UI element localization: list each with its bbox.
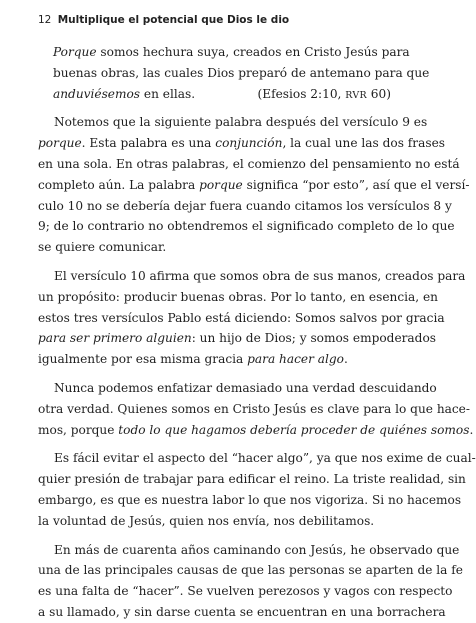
- text: RVR: [345, 89, 367, 101]
- text: en ellas.: [140, 86, 196, 101]
- text: .: [343, 352, 348, 367]
- paragraph: [38, 112, 470, 258]
- paragraph-line: [38, 175, 470, 196]
- emphasis: anduviésemos: [53, 86, 141, 101]
- emphasis: para ser primero alguien: [38, 331, 192, 346]
- paragraph-line: estos tres versículos Pablo está diciendo: Somos salvos por gracia: [38, 310, 445, 325]
- paragraph-line: otra verdad. Quienes somos en Cristo Jesús es clave para lo que hace-: [38, 401, 470, 416]
- text: . Esta palabra es una: [81, 136, 216, 151]
- paragraph-line: [38, 328, 436, 349]
- paragraph-line: [38, 420, 474, 441]
- text: significa “por esto”, así que el versí-: [242, 177, 470, 192]
- paragraph-line: [38, 133, 445, 154]
- emphasis: porque: [38, 136, 82, 151]
- text: , la cual une las dos frases: [282, 136, 445, 151]
- paragraph-line: a su llamado, y sin darse cuenta se encuentran en una borrachera: [38, 604, 446, 619]
- paragraph-line: quier presión de trabajar para edificar el reino. La triste realidad, sin: [38, 472, 466, 487]
- paragraph-line: en una sola. En otras palabras, el comienzo del pensamiento no está: [38, 156, 460, 171]
- emphasis: conjunción: [215, 136, 283, 151]
- emphasis: todo lo que hagamos debería proceder de quiénes somos: [118, 422, 470, 437]
- quote-text: [53, 84, 195, 105]
- paragraph: [38, 540, 463, 623]
- emphasis: porque: [199, 177, 243, 192]
- text: .: [469, 422, 474, 437]
- page-number: 12: [38, 14, 52, 26]
- quote-line: [38, 42, 410, 63]
- paragraph-line: una de las principales causas de que las personas se aparten de la fe: [38, 563, 463, 578]
- quote-line: buenas obras, las cuales Dios preparó de antemano para que: [53, 65, 430, 80]
- paragraph-line: El versículo 10 afirma que somos obra de sus manos, creados para: [54, 268, 466, 283]
- text: igualmente por esa misma gracia: [38, 352, 248, 367]
- emphasis: para hacer algo: [247, 352, 344, 367]
- text: (Efesios 2:10,: [257, 86, 346, 101]
- running-header: [38, 14, 289, 30]
- scripture-quote: [38, 42, 430, 104]
- text: mos, porque: [38, 422, 119, 437]
- paragraph-line: Notemos que la siguiente palabra después del versículo 9 es: [54, 115, 428, 130]
- text: 60): [366, 86, 391, 101]
- paragraph-line: embargo, es que es nuestra labor lo que nos vigoriza. Si no hacemos: [38, 492, 462, 507]
- scripture-reference: [258, 84, 392, 105]
- paragraph-line: Nunca podemos enfatizar demasiado una verdad descuidando: [54, 380, 437, 395]
- paragraph-line: se quiere comunicar.: [38, 240, 167, 255]
- text: completo aún. La palabra: [38, 177, 200, 192]
- paragraph-line: es una falta de “hacer”. Se vuelven perezosos y vagos con respecto: [38, 584, 453, 599]
- quote-line: [38, 84, 391, 105]
- page-body: [38, 42, 476, 623]
- paragraph-line: un propósito: producir buenas obras. Por lo tanto, en esencia, en: [38, 289, 438, 304]
- paragraph-line: culo 10 no se debería dejar fuera cuando citamos los versículos 8 y: [38, 198, 452, 213]
- paragraph-line: Es fácil evitar el aspecto del “hacer algo”, ya que nos exime de cual-: [54, 451, 476, 466]
- text: somos hechura suya, creados en Cristo Jesús para: [96, 45, 410, 59]
- paragraph-line: En más de cuarenta años caminando con Jesús, he observado que: [54, 542, 460, 557]
- paragraph: [38, 266, 466, 370]
- text: : un hijo de Dios; y somos empoderados: [191, 331, 436, 346]
- emphasis: Porque: [53, 45, 97, 59]
- paragraph: [38, 448, 476, 531]
- paragraph-line: 9; de lo contrario no obtendremos el significado completo de lo que: [38, 219, 455, 234]
- paragraph: [38, 378, 474, 440]
- paragraph-line: la voluntad de Jesús, quien nos envía, nos debilitamos.: [38, 513, 375, 528]
- book-title: Multiplique el potencial que Dios le dio: [57, 14, 290, 26]
- paragraph-line: [38, 349, 391, 370]
